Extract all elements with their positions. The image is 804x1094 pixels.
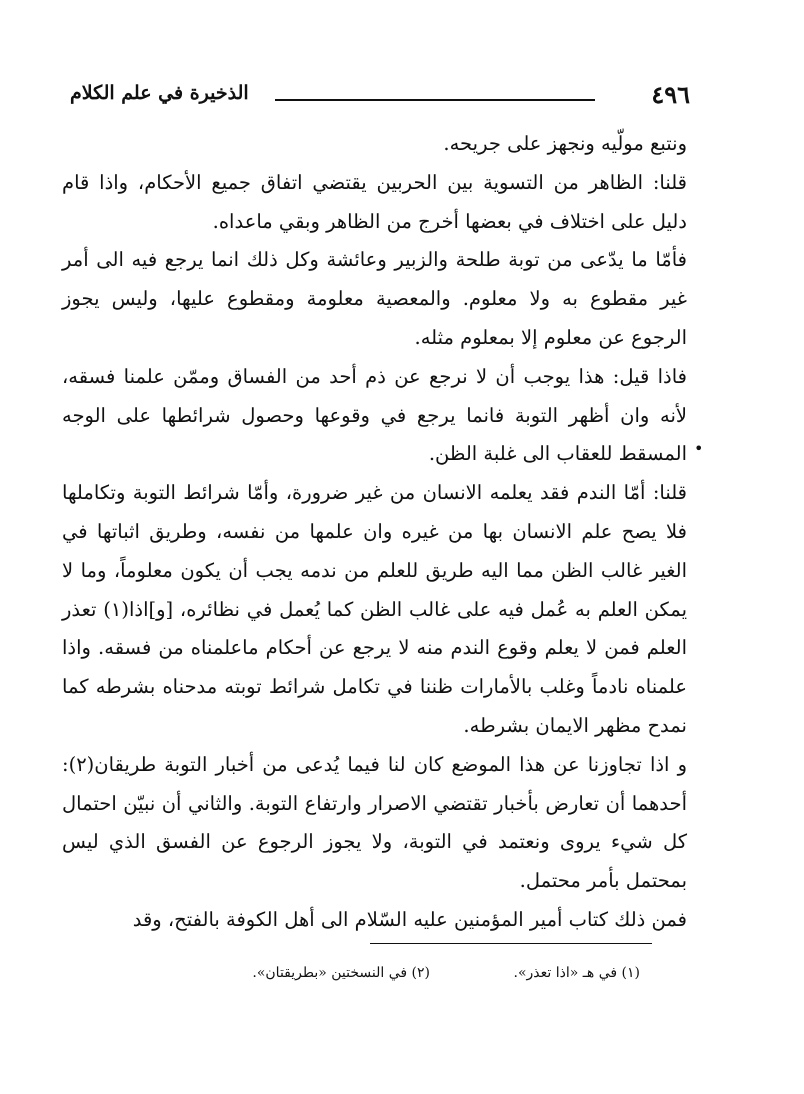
footnotes: [170, 965, 640, 989]
footnote-1: (١) في هـ «اذا تعذر».: [513, 965, 640, 981]
margin-dot-mark: •: [694, 439, 704, 458]
paragraph-6: و اذا تجاوزنا عن هذا الموضع كان لنا فيما يُدعى من أخبار التوبة طريقان(٢): أحدهما أن تعارض بأخبار تقتضي الاصرار وارتفاع التوبة. والثاني أن نبيّن احتمال كل شيء يروى ونعتمد في التوبة، ولا يجوز الرجوع عن الفسق الذي ليس بمحتمل بأمر محتمل.: [62, 752, 687, 893]
header-rule: [275, 99, 595, 101]
paragraph-7: فمن ذلك كتاب أمير المؤمنين عليه السّلام الى أهل الكوفة بالفتح، وقد: [132, 907, 687, 931]
paragraph-4: فاذا قيل: هذا يوجب أن لا نرجع عن ذم أحد من الفساق وممّن علمنا فسقه، لأنه وان أظهر التوبة فانما يرجع في وقوعها وحصول شرائطها على الوجه المسقط للعقاب الى غلبة الظن.: [62, 364, 687, 466]
footnote-2: (٢) في النسختين «بطريقتان».: [252, 965, 430, 981]
paragraph-2: قلنا: الظاهر من التسوية بين الحربين يقتضي اتفاق جميع الأحكام، واذا قام دليل على اختلاف في بعضها أخرج من الظاهر وبقي ماعداه.: [62, 170, 687, 233]
paragraph-1: ونتبع مولّيه ونجهز على جريحه.: [443, 132, 687, 155]
footnote-rule: [370, 943, 652, 944]
book-title: الذخيرة في علم الكلام: [70, 82, 249, 104]
page-number: ٤٩٦: [651, 80, 690, 109]
paragraph-5: قلنا: أمّا الندم فقد يعلمه الانسان من غير ضرورة، وأمّا شرائط التوبة وتكاملها فلا يصح علم الانسان بها من غيره وان علمها من نفسه، وطريق اثباتها في الغير غالب الظن مما اليه طريق للعلم من ندمه يجب أن يكون معلوماً، وما لا يمكن العلم به عُمل فيه على غالب الظن كما يُعمل في نظائره، [و]اذا(١) تعذر العلم فمن لا يعلم وقوع الندم منه لا يرجع عن أحكام ماعلمناه من فسقه. واذا علمناه نادماً وغلب بالأمارات ظننا في تكامل شرائط توبته مدحناه بشرطه كما نمدح مظهر الايمان بشرطه.: [62, 481, 687, 737]
running-head: [70, 78, 690, 118]
body-text: [62, 125, 687, 940]
paragraph-3: فأمّا ما يدّعى من توبة طلحة والزبير وعائشة وكل ذلك انما يرجع فيه الى أمر غير مقطوع به ولا معلوم. والمعصية معلومة ومقطوع عليها، وليس يجوز الرجوع عن معلوم إلا بمعلوم مثله.: [62, 248, 687, 349]
